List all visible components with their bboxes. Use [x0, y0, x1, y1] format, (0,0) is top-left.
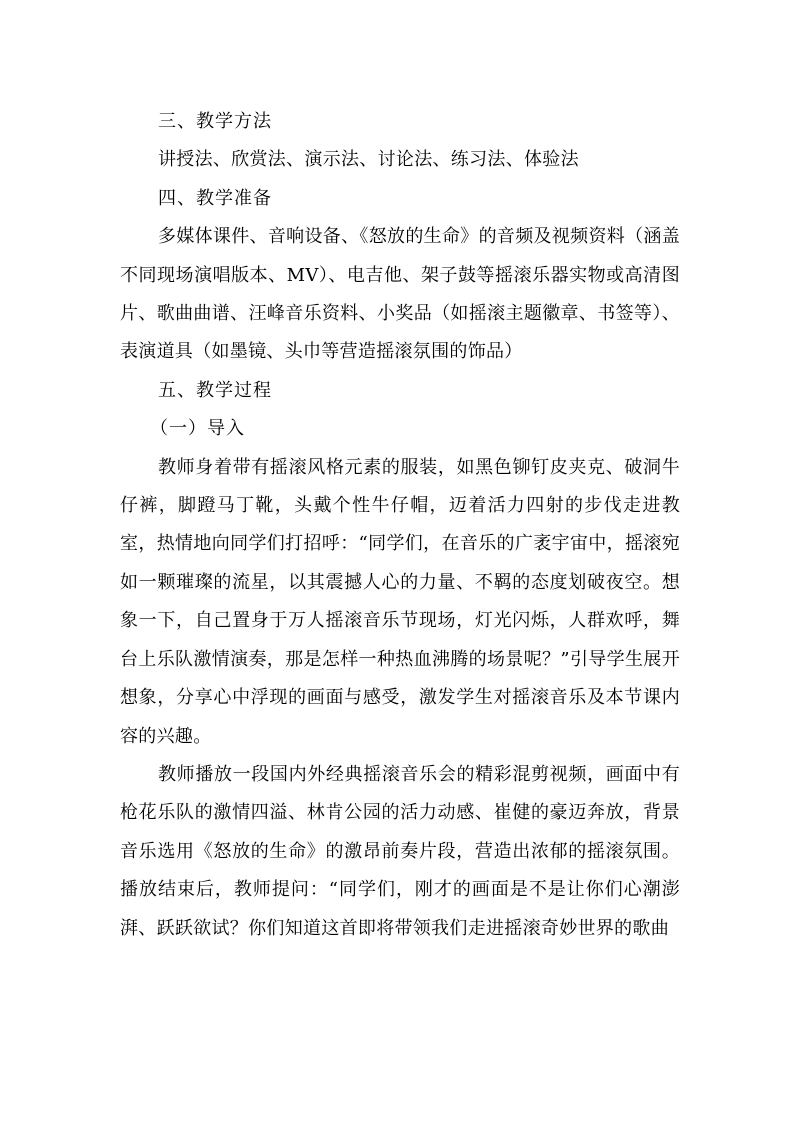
paragraph-introduction-2: 教师播放一段国内外经典摇滚音乐会的精彩混剪视频，画面中有枪花乐队的激情四溢、林肯公园的活力动感、崔健的豪迈奔放，背景音乐选用《怒放的生命》的激昂前奏片段，营造出浓郁的摇滚氛围。播放结束后，教师提问：“同学们，刚才的画面是不是让你们心潮澎湃、跃跃欲试？你们知道这首即将带领我们走进摇滚奇妙世界的歌曲 — [120, 763, 680, 939]
paragraph-teaching-methods: 讲授法、欣赏法、演示法、讨论法、练习法、体验法 — [158, 149, 579, 171]
paragraph-teaching-preparation: 多媒体课件、音响设备、《怒放的生命》的音频及视频资料（涵盖不同现场演唱版本、MV）、电吉他、架子鼓等摇滚乐器实物或高清图片、歌曲曲谱、汪峰音乐资料、小奖品（如摇滚主题徽章、书签等）、表演道具（如墨镜、头巾等营造摇滚氛围的饰品） — [120, 226, 680, 363]
section-heading-teaching-process: 五、教学过程 — [158, 379, 272, 401]
paragraph-introduction-1: 教师身着带有摇滚风格元素的服装，如黑色铆钉皮夹克、破洞牛仔裤，脚蹬马丁靴，头戴个性牛仔帽，迈着活力四射的步伐走进教室，热情地向同学们打招呼：“同学们，在音乐的广袤宇宙中，摇滚宛如一颗璀璨的流星，以其震撼人心的力量、不羁的态度划破夜空。想象一下，自己置身于万人摇滚音乐节现场，灯光闪烁，人群欢呼，舞台上乐队激情演奏，那是怎样一种热血沸腾的场景呢？”引导学生展开想象，分享心中浮现的画面与感受，激发学生对摇滚音乐及本节课内容的兴趣。 — [120, 456, 680, 747]
section-heading-teaching-preparation: 四、教学准备 — [158, 187, 272, 209]
subsection-heading-introduction: （一）导入 — [150, 418, 245, 440]
section-heading-teaching-methods: 三、教学方法 — [158, 111, 272, 132]
document-body — [120, 103, 680, 948]
